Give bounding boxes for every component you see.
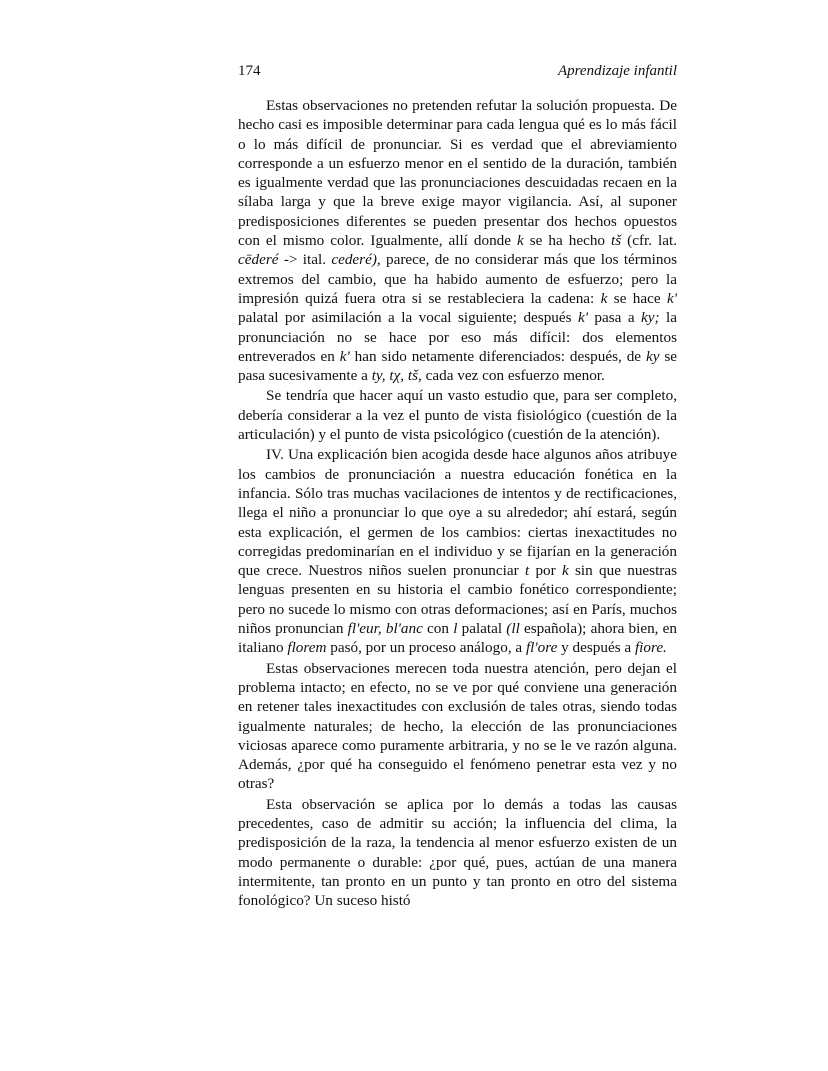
italic-term: k: [600, 289, 608, 307]
text-run: pasó, por un proceso análogo, a: [326, 639, 526, 657]
text-run: con: [422, 620, 454, 638]
italic-term: cederé),: [331, 251, 381, 269]
italic-term: k': [339, 347, 350, 365]
italic-term: cēderé: [238, 251, 279, 269]
italic-term: k: [561, 562, 569, 580]
paragraph-4: [238, 659, 677, 794]
italic-term: l: [453, 620, 458, 638]
running-title: Aprendizaje infantil: [557, 63, 677, 79]
italic-term: ty, tχ, tš,: [371, 367, 422, 385]
text-run: Estas observaciones no pretenden refutar la solución propuesta. De hecho casi es imposible determinar para cada lengua qué es lo más fácil o lo más difícil de pronunciar. Si es verdad que el abreviamiento corresponde a un esfuerzo menor en el sentido de la duración, también es igualmente verdad que las pronunciaciones descuidadas recaen en la sílaba larga y que la breve exige mayor vigilancia. Así, al suponer predisposiciones diferentes se pueden presentar dos hechos opuestos con el mismo color. Igualmente, allí donde: [238, 97, 677, 250]
italic-term: florem: [287, 639, 327, 657]
text-run: Se tendría que hacer aquí un vasto estudio que, para ser completo, debería considerar a la vez el punto de vista fisiológico (cuestión de la articulación) y el punto de vista psicológico (cuestión de la atención).: [238, 387, 677, 444]
text-run: se ha hecho: [523, 232, 612, 250]
text-run: palatal por asimilación a la vocal siguiente; después: [238, 309, 578, 327]
text-run: la pronunciación no se hace por eso más difícil: dos elementos entreverados en: [238, 309, 677, 365]
italic-term: tš: [611, 232, 622, 250]
text-run: han sido netamente diferenciados: después, de: [349, 347, 646, 365]
paragraph-3: [238, 445, 677, 657]
paragraph-2: [238, 386, 677, 444]
text-run: pasa a: [587, 309, 642, 327]
paragraph-1: [238, 96, 677, 385]
italic-term: fl'ore: [525, 639, 558, 657]
text-run: se hace: [607, 289, 667, 307]
text-run: palatal: [457, 620, 507, 638]
page-header: [238, 60, 677, 82]
italic-term: k': [667, 289, 677, 307]
text-run: cada vez con esfuerzo menor.: [421, 367, 605, 385]
text-run: Esta observación se aplica por lo demás a todas las causas precedentes, caso de admitir su acción; la influencia del clima, la predisposición de la raza, la tendencia al menor esfuerzo existen de un modo permanente o durable: ¿por qué, pues, actúan de una manera intermitente, tan pronto en un punto y tan pronto en otro del sistema fonológico? Un suceso histó: [238, 795, 677, 910]
italic-term: fiore.: [634, 639, 667, 657]
italic-term: (ll: [506, 620, 520, 638]
text-run: sin que nuestras lenguas presenten en su historia el cambio fonético correspondiente; pero no sucede lo mismo con otras deformaciones; así en París, muchos niños pronuncian: [238, 562, 677, 638]
book-page: [238, 60, 677, 910]
page-number: 174: [238, 63, 261, 79]
italic-term: k: [517, 232, 524, 250]
italic-term: ky: [645, 347, 660, 365]
text-run: (cfr. lat.: [621, 232, 678, 250]
body-text: [238, 96, 677, 910]
text-run: se pasa sucesivamente a: [238, 347, 678, 385]
text-run: IV. Una explicación bien acogida desde hace algunos años atribuye los cambios de pronunciación a nuestra educación fonética en la infancia. Sólo tras muchas vacilaciones de intentos y de rectificaciones, llega el niño a pronunciar lo que oye a su alrededor; ahí estará, según esta explicación, el germen de los cambios: ciertas inexactitudes no corregidas predominarían en el individuo y se fijarían en la generación que crece. Nuestros niños suelen pronunciar: [238, 446, 677, 580]
text-run: española); ahora bien, en italiano: [238, 620, 677, 657]
italic-term: ky;: [641, 309, 660, 327]
text-run: parece, de no considerar más que los términos extremos del cambio, que ha habido aumento de esfuerzo; pero la impresión quizá fuera otra si se restableciera la cadena:: [238, 251, 677, 307]
text-run: por: [529, 562, 562, 580]
italic-term: fl'eur, bl'anc: [347, 620, 423, 638]
italic-term: t: [524, 562, 530, 580]
italic-term: k': [577, 309, 588, 327]
text-run: y después a: [557, 639, 635, 657]
text-run: Estas observaciones merecen toda nuestra atención, pero dejan el problema intacto; en efecto, no se ve por qué conviene una generación en retener tales inexactitudes con exclusión de tales otras, siendo todas igualmente naturales; de hecho, la elección de las pronunciaciones viciosas aparece como puramente arbitraria, y no se le ve razón alguna. Además, ¿por qué ha conseguido el fenómeno penetrar esta vez y no otras?: [238, 659, 677, 793]
text-run: -> ital.: [278, 251, 332, 269]
paragraph-5: [238, 795, 677, 911]
